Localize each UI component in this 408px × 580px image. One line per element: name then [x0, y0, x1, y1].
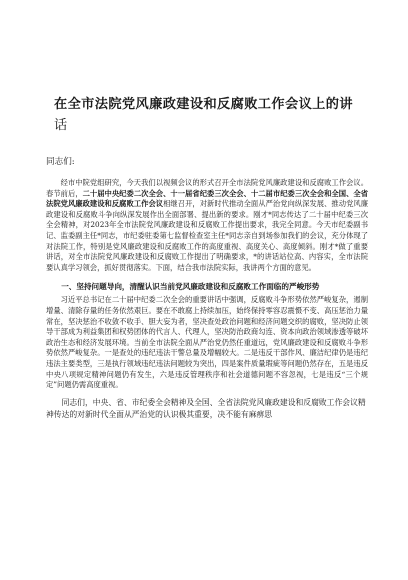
title-line-1: 在全市法院党风廉政建设和反腐败工作会议上的讲	[54, 97, 353, 112]
paragraph-3: 同志们，中央、省、市纪委全会精神及全国、全省法院党风廉政建设和反腐败工作会议精神传达的对新时代全面从严治党的认识极其重要，决不能有麻痹思	[46, 397, 366, 419]
document-body	[46, 178, 368, 391]
paragraph-1-rest: 相继召开，对新时代推动全面从严治党向纵深发展、推动党风廉政建设和反腐败斗争向纵深发展作出全面部署、提出新的要求。刚才*同志传达了二十届中纪委三次全会精神，对2023年全市法院党风廉政建设和反腐败工作提出要求，我完全同意。今天市纪委副书记、监委副主任*同志，市纪委驻委第七监督检查室主任*同志亲自到场参加我们的会议，充分体现了对法院工作，特别是党风廉政建设和反腐败工作的高度重视、高度关心、高度倾斜。刚才*做了重要讲话，对全市法院党风廉政建设和反腐败工作提出了明确要求，*的讲话站位高、内容实，全市法院要认真学习领会，抓好贯彻落实。下面，结合我市法院实际，我讲两个方面的意见。	[46, 199, 369, 272]
paragraph-1-bold: 二十届中央纪委二次全会、十一届省纪委三次全会、十二届市纪委三次全会和全国、全省法院党风廉政建设和反腐败工作会议	[46, 188, 368, 209]
paragraph-1	[46, 178, 368, 273]
greeting: 同志们:	[46, 157, 75, 167]
section-heading-1: 一、坚持问题导向，清醒认识当前党风廉政建设和反腐败工作面临的严峻形势	[61, 282, 320, 292]
paragraph-1-intro: 经市中院党组研究，今天我们以视频会议的形式召开全市法院党风廉政建设和反腐败工作会议。春节前后，	[46, 178, 368, 198]
title-line-2: 话	[54, 118, 68, 133]
document-title	[46, 94, 368, 136]
paragraph-2: 习近平总书记在二十届中纪委二次全会的重要讲话中强调，反腐败斗争形势依然严峻复杂，遏制增量、清除存量的任务依然艰巨。要在不敢腐上持续加压，始终保持零容忍震慑不变、高压惩治力量常在，坚决惩治不收敛不收手、胆大妄为者，坚决查处政治问题和经济问题交织的腐败，坚决防止领导干部成为利益集团和权势团体的代言人、代理人，坚决防治政商勾连、资本向政治领域渗透等破坏政治生态和经济发展环境。当前全市法院全面从严治党仍然任重道远，党风廉政建设和反腐败斗争形势依然严峻复杂。一是查处的违纪违法干警总量及增幅较大。二是违反干部作风、廉洁纪律仍是违纪违法主要类型，三是执行领域违纪违法问题较为突出，四是案件质量瑕疵等问题仍然存在，五是违反中央八项规定精神问题仍有发生，六是违反管理秩序和社会道德问题不容忽视，七是违反“三个规定”问题仍需高度重视。	[46, 295, 368, 390]
